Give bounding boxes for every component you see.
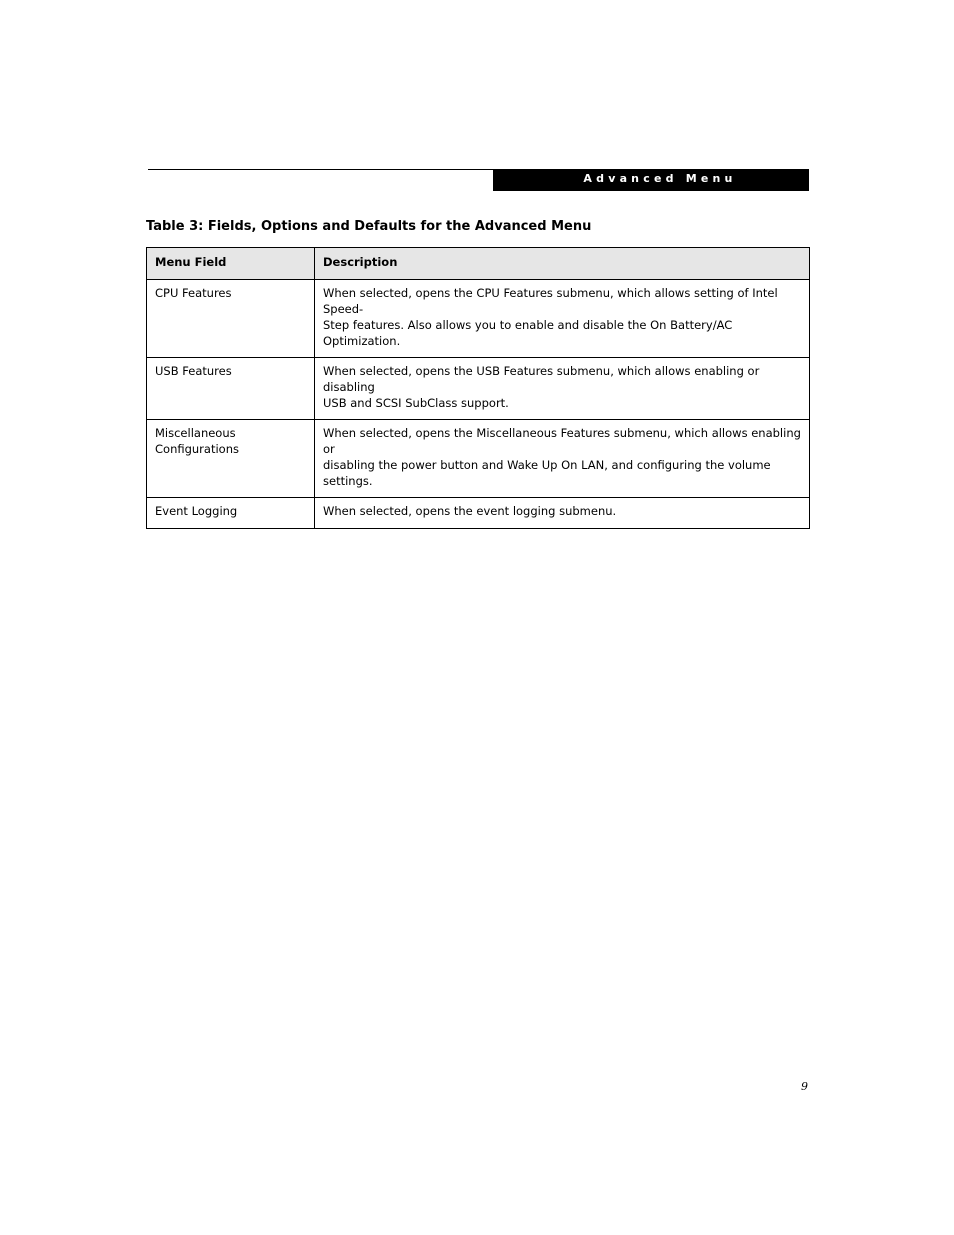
page-number: 9 — [801, 1080, 808, 1093]
table-row — [147, 420, 810, 498]
table-row — [147, 280, 810, 358]
header-rule — [148, 169, 493, 170]
section-header-banner: Advanced Menu — [493, 169, 809, 191]
description-cell: When selected, opens the CPU Features submenu, which allows setting of Intel Speed- Step features. Also allows you to enable and disable the On Battery/AC Optimization. — [315, 280, 810, 358]
menu-field-cell: USB Features — [147, 358, 315, 420]
column-header-description: Description — [315, 248, 810, 280]
menu-field-cell: Miscellaneous Configurations — [147, 420, 315, 498]
menu-field-cell: Event Logging — [147, 498, 315, 529]
description-cell: When selected, opens the event logging submenu. — [315, 498, 810, 529]
advanced-menu-table — [146, 247, 810, 529]
table-row — [147, 498, 810, 529]
description-cell: When selected, opens the Miscellaneous Features submenu, which allows enabling or disabling the power button and Wake Up On LAN, and configuring the volume settings. — [315, 420, 810, 498]
table-header-row — [147, 248, 810, 280]
menu-field-cell: CPU Features — [147, 280, 315, 358]
column-header-menu-field: Menu Field — [147, 248, 315, 280]
table-caption: Table 3: Fields, Options and Defaults for the Advanced Menu — [146, 219, 592, 234]
description-cell: When selected, opens the USB Features submenu, which allows enabling or disabling USB and SCSI SubClass support. — [315, 358, 810, 420]
table-row — [147, 358, 810, 420]
